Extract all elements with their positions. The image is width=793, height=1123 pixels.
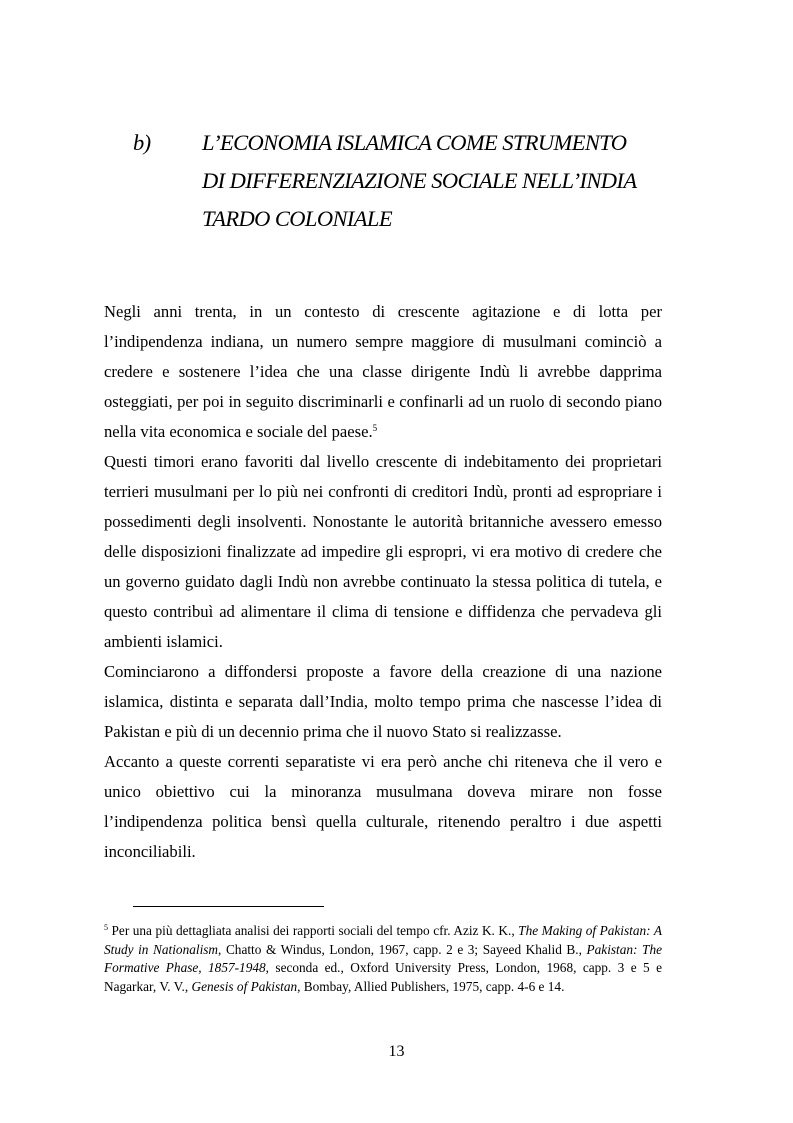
footnote-number: 5 [104, 923, 108, 932]
section-title [202, 124, 693, 238]
footnote-text [104, 922, 662, 996]
footnote-separator [133, 906, 324, 907]
footnote-title-3: Genesis of Pakistan [191, 978, 298, 994]
section-heading [133, 124, 693, 238]
paragraph-1 [104, 297, 662, 447]
section-letter: b) [133, 130, 151, 155]
paragraph-4: Accanto a queste correnti separatiste vi era però anche chi riteneva che il vero e unico obiettivo cui la minoranza musulmana doveva mirare non fosse l’indipendenza politica bensì quella culturale, ritenendo peraltro i due aspetti inconciliabili. [104, 752, 662, 861]
body-text [104, 297, 662, 867]
page-number: 13 [388, 1043, 405, 1060]
footnote-reference[interactable]: 5 [372, 423, 378, 433]
footnote-text-part-2: , Chatto & Windus, London, 1967, capp. 2 e 3; Sayeed Khalid B., [218, 941, 587, 957]
footnote [104, 922, 662, 996]
section-title-line-2: DI DIFFERENZIAZIONE SOCIALE NELL’INDIA [202, 168, 637, 193]
section-title-line-3: TARDO COLONIALE [202, 206, 392, 231]
paragraph-3: Cominciarono a diffondersi proposte a favore della creazione di una nazione islamica, distinta e separata dall’India, molto tempo prima che nascesse l’idea di Pakistan e più di un decennio prima che il nuovo Stato si realizzasse. [104, 662, 662, 741]
footnote-text-part-3: , seconda ed., Oxford University Press, London, 1968, capp. 3 e 5 e Nagarkar, V. V., [104, 960, 662, 994]
footnote-title-2: Pakistan: The Formative Phase, 1857-1948 [104, 941, 662, 976]
paragraph-2: Questi timori erano favoriti dal livello crescente di indebitamento dei proprietari terrieri musulmani per lo più nei confronti di creditori Indù, pronti ad espropriare i possedimenti degli insolventi. Nonostante le autorità britanniche avessero emesso delle disposizioni finalizzate ad impedire gli espropri, vi era motivo di credere che un governo guidato dagli Indù non avrebbe continuato la stessa politica di tutela, e questo contribuì ad alimentare il clima di tensione e diffidenza che pervadeva gli ambienti islamici. [104, 452, 662, 651]
footnote-title-1: The Making of Pakistan: A Study in Nationalism [104, 923, 662, 957]
section-title-line-1: L’ECONOMIA ISLAMICA COME STRUMENTO [202, 130, 627, 155]
paragraph-1-text: Negli anni trenta, in un contesto di crescente agitazione e di lotta per l’indipendenza indiana, un numero sempre maggiore di musulmani cominciò a credere e sostenere l’idea che una classe dirigente Indù li avrebbe dapprima osteggiati, per poi in seguito discriminarli e confinarli ad un ruolo di secondo piano nella vita economica e sociale del paese. [104, 302, 662, 441]
footnote-text-part-1: Per una più dettagliata analisi dei rapporti sociali del tempo cfr. Aziz K. K., [108, 923, 519, 938]
footnote-text-part-4: , Bombay, Allied Publishers, 1975, capp. 4-6 e 14. [297, 978, 565, 994]
